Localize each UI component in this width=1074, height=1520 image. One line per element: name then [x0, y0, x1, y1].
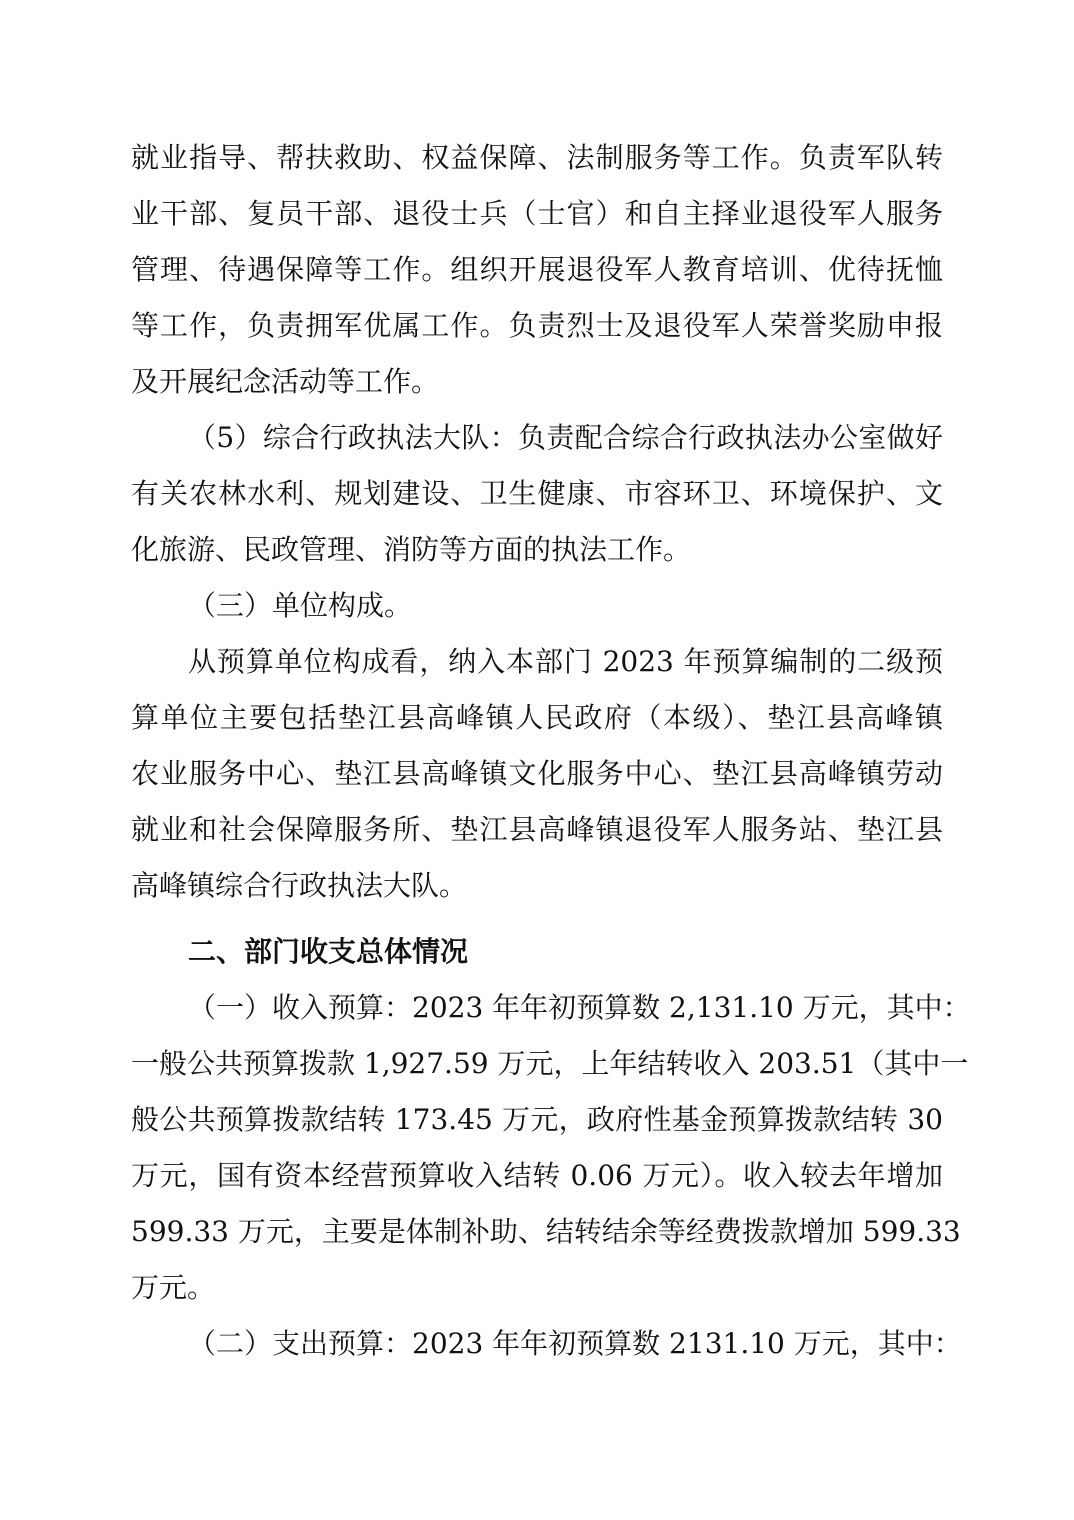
paragraph-line: 一般公共预算拨款 1,927.59 万元，上年结转收入 203.51（其中一 — [131, 1047, 969, 1080]
section-subheading: （三）单位构成。 — [188, 589, 413, 622]
paragraph-line: 算单位主要包括垫江县高峰镇人民政府（本级）、垫江县高峰镇 — [131, 701, 943, 734]
paragraph-line: 就业和社会保障服务所、垫江县高峰镇退役军人服务站、垫江县 — [131, 813, 943, 846]
paragraph-line: 及开展纪念活动等工作。 — [131, 365, 440, 398]
paragraph-line: 等工作，负责拥军优属工作。负责烈士及退役军人荣誉奖励申报 — [131, 309, 943, 342]
paragraph-line: 管理、待遇保障等工作。组织开展退役军人教育培训、优待抚恤 — [131, 253, 943, 286]
paragraph-line: （二）支出预算：2023 年年初预算数 2131.10 万元，其中： — [188, 1327, 962, 1360]
paragraph-line: 599.33 万元，主要是体制补助、结转结余等经费拨款增加 599.33 — [131, 1215, 961, 1248]
paragraph-line: 从预算单位构成看，纳入本部门 2023 年预算编制的二级预 — [188, 645, 943, 678]
paragraph-line: 就业指导、帮扶救助、权益保障、法制服务等工作。负责军队转 — [131, 141, 943, 174]
paragraph-line: 农业服务中心、垫江县高峰镇文化服务中心、垫江县高峰镇劳动 — [131, 757, 943, 790]
paragraph-line: 万元，国有资本经营预算收入结转 0.06 万元）。收入较去年增加 — [131, 1159, 943, 1192]
paragraph-line: （5）综合行政执法大队：负责配合综合行政执法办公室做好 — [188, 421, 943, 454]
paragraph-line: 高峰镇综合行政执法大队。 — [131, 869, 468, 902]
paragraph-line: 有关农林水利、规划建设、卫生健康、市容环卫、环境保护、文 — [131, 477, 943, 510]
paragraph-line: 业干部、复员干部、退役士兵（士官）和自主择业退役军人服务 — [131, 197, 943, 230]
paragraph-line: （一）收入预算：2023 年年初预算数 2,131.10 万元，其中： — [188, 991, 971, 1024]
paragraph-line: 化旅游、民政管理、消防等方面的执法工作。 — [131, 533, 692, 566]
paragraph-line: 万元。 — [131, 1271, 216, 1304]
paragraph-line: 般公共预算拨款结转 173.45 万元，政府性基金预算拨款结转 30 — [131, 1103, 943, 1136]
section-heading: 二、部门收支总体情况 — [188, 935, 469, 968]
